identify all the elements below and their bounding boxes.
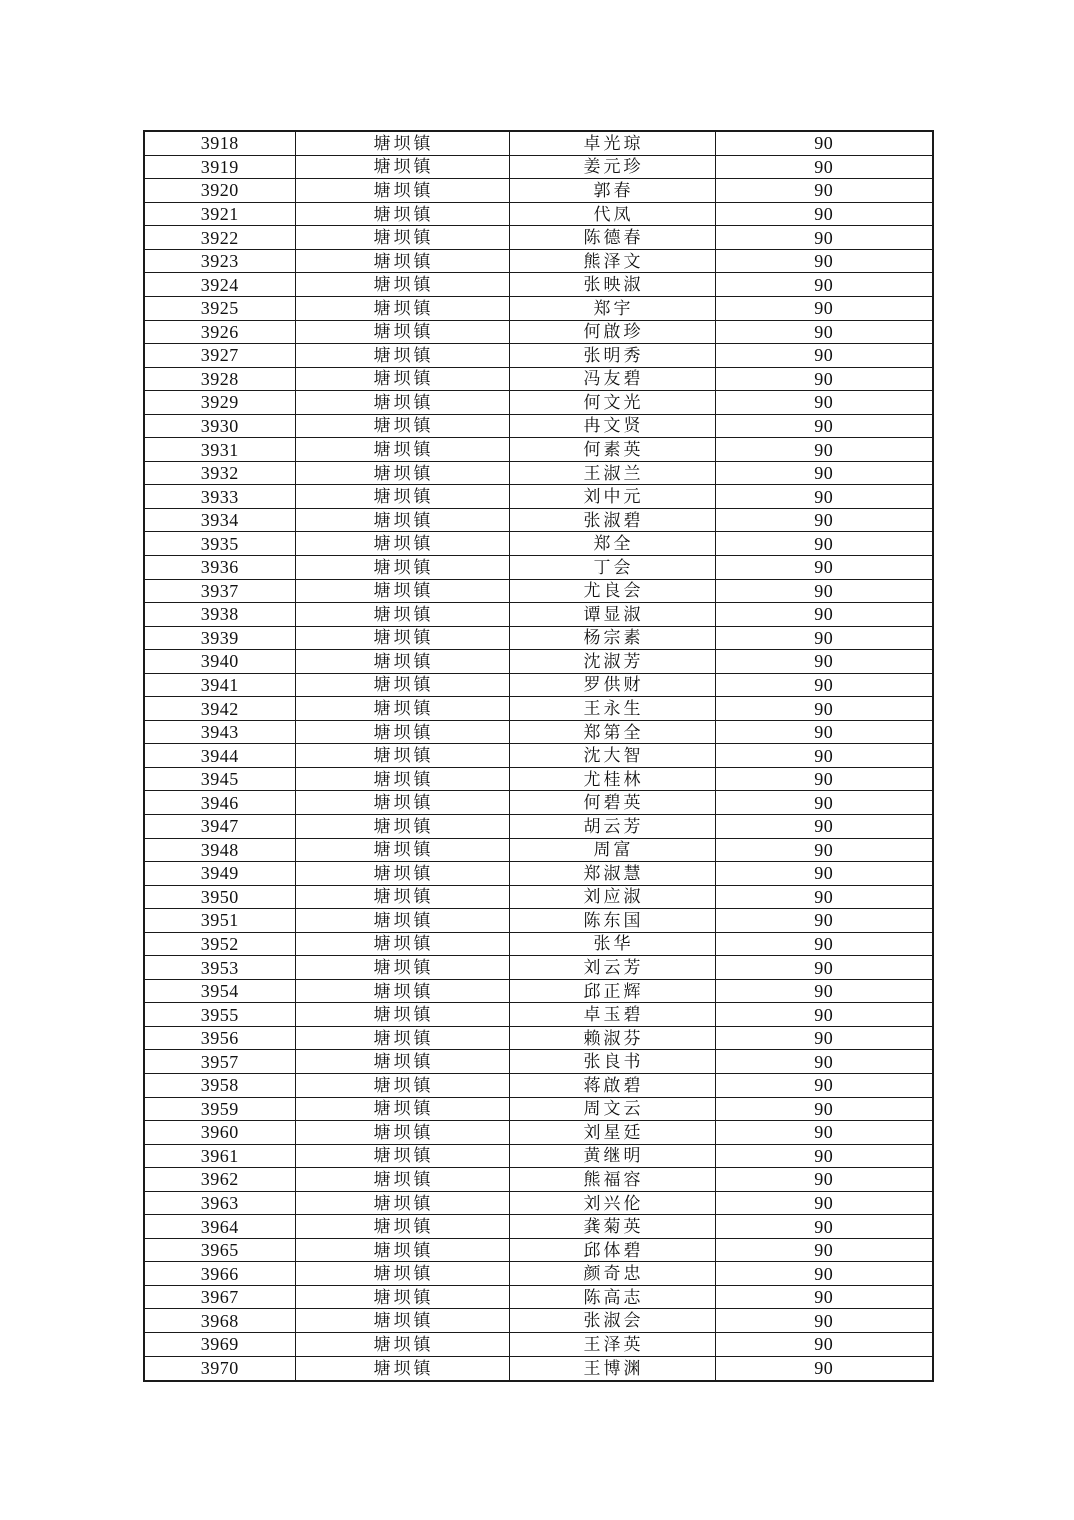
score-cell: 90 xyxy=(715,603,933,627)
serial-cell: 3967 xyxy=(144,1285,295,1309)
name-cell: 张映淑 xyxy=(509,273,715,297)
town-cell: 塘坝镇 xyxy=(295,650,509,674)
score-cell: 90 xyxy=(715,767,933,791)
name-cell: 张良书 xyxy=(509,1050,715,1074)
name-cell: 王永生 xyxy=(509,697,715,721)
table-row xyxy=(144,1191,933,1215)
name-cell: 刘中元 xyxy=(509,485,715,509)
serial-cell: 3947 xyxy=(144,814,295,838)
town-cell: 塘坝镇 xyxy=(295,1285,509,1309)
score-cell: 90 xyxy=(715,1168,933,1192)
score-cell: 90 xyxy=(715,697,933,721)
serial-cell: 3952 xyxy=(144,932,295,956)
score-cell: 90 xyxy=(715,979,933,1003)
town-cell: 塘坝镇 xyxy=(295,885,509,909)
score-cell: 90 xyxy=(715,838,933,862)
name-cell: 代凤 xyxy=(509,202,715,226)
serial-cell: 3922 xyxy=(144,226,295,250)
name-cell: 黄继明 xyxy=(509,1144,715,1168)
serial-cell: 3943 xyxy=(144,720,295,744)
serial-cell: 3946 xyxy=(144,791,295,815)
town-cell: 塘坝镇 xyxy=(295,838,509,862)
table-row xyxy=(144,1003,933,1027)
town-cell: 塘坝镇 xyxy=(295,273,509,297)
name-cell: 王博渊 xyxy=(509,1356,715,1381)
town-cell: 塘坝镇 xyxy=(295,720,509,744)
table-row xyxy=(144,296,933,320)
name-cell: 何素英 xyxy=(509,438,715,462)
score-cell: 90 xyxy=(715,885,933,909)
serial-cell: 3919 xyxy=(144,155,295,179)
score-cell: 90 xyxy=(715,956,933,980)
town-cell: 塘坝镇 xyxy=(295,1144,509,1168)
name-cell: 郭春 xyxy=(509,179,715,203)
town-cell: 塘坝镇 xyxy=(295,414,509,438)
serial-cell: 3944 xyxy=(144,744,295,768)
score-cell: 90 xyxy=(715,226,933,250)
table-row xyxy=(144,885,933,909)
table-row xyxy=(144,720,933,744)
table-row xyxy=(144,1285,933,1309)
town-cell: 塘坝镇 xyxy=(295,1003,509,1027)
table-row xyxy=(144,1333,933,1357)
town-cell: 塘坝镇 xyxy=(295,1097,509,1121)
serial-cell: 3918 xyxy=(144,131,295,155)
town-cell: 塘坝镇 xyxy=(295,1333,509,1357)
table-row xyxy=(144,438,933,462)
table-row xyxy=(144,650,933,674)
town-cell: 塘坝镇 xyxy=(295,1309,509,1333)
serial-cell: 3948 xyxy=(144,838,295,862)
serial-cell: 3957 xyxy=(144,1050,295,1074)
score-cell: 90 xyxy=(715,414,933,438)
town-cell: 塘坝镇 xyxy=(295,744,509,768)
serial-cell: 3963 xyxy=(144,1191,295,1215)
town-cell: 塘坝镇 xyxy=(295,1262,509,1286)
score-cell: 90 xyxy=(715,1333,933,1357)
table-row xyxy=(144,814,933,838)
serial-cell: 3960 xyxy=(144,1121,295,1145)
score-cell: 90 xyxy=(715,720,933,744)
name-cell: 冉文贤 xyxy=(509,414,715,438)
name-cell: 张淑会 xyxy=(509,1309,715,1333)
serial-cell: 3949 xyxy=(144,862,295,886)
name-cell: 郑第全 xyxy=(509,720,715,744)
name-cell: 胡云芳 xyxy=(509,814,715,838)
table-row xyxy=(144,485,933,509)
serial-cell: 3964 xyxy=(144,1215,295,1239)
name-cell: 杨宗素 xyxy=(509,626,715,650)
table-row xyxy=(144,532,933,556)
town-cell: 塘坝镇 xyxy=(295,391,509,415)
table-row xyxy=(144,791,933,815)
town-cell: 塘坝镇 xyxy=(295,1191,509,1215)
table-row xyxy=(144,603,933,627)
score-cell: 90 xyxy=(715,367,933,391)
table-row xyxy=(144,956,933,980)
serial-cell: 3940 xyxy=(144,650,295,674)
name-cell: 张明秀 xyxy=(509,344,715,368)
town-cell: 塘坝镇 xyxy=(295,909,509,933)
table-row xyxy=(144,626,933,650)
score-cell: 90 xyxy=(715,650,933,674)
serial-cell: 3962 xyxy=(144,1168,295,1192)
serial-cell: 3969 xyxy=(144,1333,295,1357)
table-body xyxy=(144,131,933,1381)
serial-cell: 3924 xyxy=(144,273,295,297)
town-cell: 塘坝镇 xyxy=(295,1026,509,1050)
score-cell: 90 xyxy=(715,249,933,273)
table-row xyxy=(144,767,933,791)
score-cell: 90 xyxy=(715,1262,933,1286)
score-cell: 90 xyxy=(715,344,933,368)
town-cell: 塘坝镇 xyxy=(295,461,509,485)
serial-cell: 3953 xyxy=(144,956,295,980)
score-cell: 90 xyxy=(715,1026,933,1050)
town-cell: 塘坝镇 xyxy=(295,249,509,273)
table-row xyxy=(144,344,933,368)
name-cell: 郑淑慧 xyxy=(509,862,715,886)
name-cell: 卓光琼 xyxy=(509,131,715,155)
name-cell: 刘星廷 xyxy=(509,1121,715,1145)
town-cell: 塘坝镇 xyxy=(295,532,509,556)
score-cell: 90 xyxy=(715,1309,933,1333)
serial-cell: 3954 xyxy=(144,979,295,1003)
town-cell: 塘坝镇 xyxy=(295,767,509,791)
table-row xyxy=(144,414,933,438)
name-cell: 丁会 xyxy=(509,555,715,579)
score-cell: 90 xyxy=(715,532,933,556)
serial-cell: 3958 xyxy=(144,1074,295,1098)
table-row xyxy=(144,1356,933,1381)
serial-cell: 3961 xyxy=(144,1144,295,1168)
serial-cell: 3966 xyxy=(144,1262,295,1286)
name-cell: 熊泽文 xyxy=(509,249,715,273)
table-row xyxy=(144,249,933,273)
serial-cell: 3935 xyxy=(144,532,295,556)
table-row xyxy=(144,697,933,721)
table-row xyxy=(144,1238,933,1262)
table-row xyxy=(144,862,933,886)
serial-cell: 3941 xyxy=(144,673,295,697)
serial-cell: 3939 xyxy=(144,626,295,650)
table-row xyxy=(144,744,933,768)
score-cell: 90 xyxy=(715,932,933,956)
name-cell: 刘云芳 xyxy=(509,956,715,980)
table-row xyxy=(144,508,933,532)
town-cell: 塘坝镇 xyxy=(295,1050,509,1074)
serial-cell: 3956 xyxy=(144,1026,295,1050)
name-cell: 郑宇 xyxy=(509,296,715,320)
table-row xyxy=(144,179,933,203)
town-cell: 塘坝镇 xyxy=(295,131,509,155)
score-cell: 90 xyxy=(715,485,933,509)
town-cell: 塘坝镇 xyxy=(295,979,509,1003)
name-cell: 沈淑芳 xyxy=(509,650,715,674)
serial-cell: 3931 xyxy=(144,438,295,462)
town-cell: 塘坝镇 xyxy=(295,296,509,320)
serial-cell: 3959 xyxy=(144,1097,295,1121)
score-cell: 90 xyxy=(715,909,933,933)
town-cell: 塘坝镇 xyxy=(295,814,509,838)
score-cell: 90 xyxy=(715,1121,933,1145)
serial-cell: 3926 xyxy=(144,320,295,344)
score-cell: 90 xyxy=(715,579,933,603)
name-cell: 王泽英 xyxy=(509,1333,715,1357)
town-cell: 塘坝镇 xyxy=(295,344,509,368)
table-row xyxy=(144,226,933,250)
table-row xyxy=(144,461,933,485)
town-cell: 塘坝镇 xyxy=(295,485,509,509)
table-row xyxy=(144,202,933,226)
town-cell: 塘坝镇 xyxy=(295,1168,509,1192)
serial-cell: 3921 xyxy=(144,202,295,226)
table-row xyxy=(144,1121,933,1145)
table-row xyxy=(144,273,933,297)
table-row xyxy=(144,320,933,344)
score-cell: 90 xyxy=(715,1215,933,1239)
name-cell: 邱体碧 xyxy=(509,1238,715,1262)
score-table xyxy=(143,130,934,1382)
score-cell: 90 xyxy=(715,508,933,532)
serial-cell: 3950 xyxy=(144,885,295,909)
score-cell: 90 xyxy=(715,1356,933,1381)
score-cell: 90 xyxy=(715,202,933,226)
town-cell: 塘坝镇 xyxy=(295,179,509,203)
serial-cell: 3937 xyxy=(144,579,295,603)
town-cell: 塘坝镇 xyxy=(295,1121,509,1145)
name-cell: 张华 xyxy=(509,932,715,956)
table-row xyxy=(144,1262,933,1286)
town-cell: 塘坝镇 xyxy=(295,320,509,344)
town-cell: 塘坝镇 xyxy=(295,367,509,391)
table-row xyxy=(144,1144,933,1168)
name-cell: 冯友碧 xyxy=(509,367,715,391)
serial-cell: 3955 xyxy=(144,1003,295,1027)
score-cell: 90 xyxy=(715,814,933,838)
table-row xyxy=(144,1026,933,1050)
town-cell: 塘坝镇 xyxy=(295,579,509,603)
score-cell: 90 xyxy=(715,791,933,815)
serial-cell: 3928 xyxy=(144,367,295,391)
town-cell: 塘坝镇 xyxy=(295,697,509,721)
name-cell: 王淑兰 xyxy=(509,461,715,485)
name-cell: 尤良会 xyxy=(509,579,715,603)
serial-cell: 3968 xyxy=(144,1309,295,1333)
serial-cell: 3942 xyxy=(144,697,295,721)
town-cell: 塘坝镇 xyxy=(295,603,509,627)
score-cell: 90 xyxy=(715,1050,933,1074)
name-cell: 刘兴伦 xyxy=(509,1191,715,1215)
name-cell: 何文光 xyxy=(509,391,715,415)
table-row xyxy=(144,1074,933,1098)
table-row xyxy=(144,1050,933,1074)
score-cell: 90 xyxy=(715,862,933,886)
table-row xyxy=(144,909,933,933)
name-cell: 陈东国 xyxy=(509,909,715,933)
score-cell: 90 xyxy=(715,1238,933,1262)
table-row xyxy=(144,131,933,155)
town-cell: 塘坝镇 xyxy=(295,1238,509,1262)
table-row xyxy=(144,155,933,179)
name-cell: 尤桂林 xyxy=(509,767,715,791)
serial-cell: 3923 xyxy=(144,249,295,273)
score-cell: 90 xyxy=(715,438,933,462)
name-cell: 罗供财 xyxy=(509,673,715,697)
serial-cell: 3933 xyxy=(144,485,295,509)
name-cell: 何啟珍 xyxy=(509,320,715,344)
serial-cell: 3938 xyxy=(144,603,295,627)
serial-cell: 3927 xyxy=(144,344,295,368)
table-row xyxy=(144,979,933,1003)
serial-cell: 3920 xyxy=(144,179,295,203)
name-cell: 龚菊英 xyxy=(509,1215,715,1239)
table-row xyxy=(144,673,933,697)
score-cell: 90 xyxy=(715,179,933,203)
score-cell: 90 xyxy=(715,131,933,155)
name-cell: 刘应淑 xyxy=(509,885,715,909)
score-cell: 90 xyxy=(715,626,933,650)
town-cell: 塘坝镇 xyxy=(295,508,509,532)
name-cell: 卓玉碧 xyxy=(509,1003,715,1027)
town-cell: 塘坝镇 xyxy=(295,438,509,462)
score-cell: 90 xyxy=(715,1144,933,1168)
score-cell: 90 xyxy=(715,1074,933,1098)
serial-cell: 3930 xyxy=(144,414,295,438)
serial-cell: 3932 xyxy=(144,461,295,485)
table-row xyxy=(144,1309,933,1333)
score-cell: 90 xyxy=(715,673,933,697)
town-cell: 塘坝镇 xyxy=(295,555,509,579)
serial-cell: 3929 xyxy=(144,391,295,415)
town-cell: 塘坝镇 xyxy=(295,862,509,886)
name-cell: 蒋啟碧 xyxy=(509,1074,715,1098)
table-row xyxy=(144,1168,933,1192)
score-cell: 90 xyxy=(715,273,933,297)
name-cell: 陈高志 xyxy=(509,1285,715,1309)
town-cell: 塘坝镇 xyxy=(295,226,509,250)
town-cell: 塘坝镇 xyxy=(295,626,509,650)
town-cell: 塘坝镇 xyxy=(295,791,509,815)
town-cell: 塘坝镇 xyxy=(295,673,509,697)
table-row xyxy=(144,555,933,579)
table-row xyxy=(144,579,933,603)
score-cell: 90 xyxy=(715,1285,933,1309)
name-cell: 周文云 xyxy=(509,1097,715,1121)
name-cell: 郑全 xyxy=(509,532,715,556)
score-cell: 90 xyxy=(715,461,933,485)
town-cell: 塘坝镇 xyxy=(295,1074,509,1098)
town-cell: 塘坝镇 xyxy=(295,1215,509,1239)
name-cell: 熊福容 xyxy=(509,1168,715,1192)
score-cell: 90 xyxy=(715,1191,933,1215)
town-cell: 塘坝镇 xyxy=(295,956,509,980)
serial-cell: 3925 xyxy=(144,296,295,320)
table-row xyxy=(144,1097,933,1121)
serial-cell: 3934 xyxy=(144,508,295,532)
name-cell: 姜元珍 xyxy=(509,155,715,179)
score-cell: 90 xyxy=(715,155,933,179)
town-cell: 塘坝镇 xyxy=(295,932,509,956)
name-cell: 谭显淑 xyxy=(509,603,715,627)
score-cell: 90 xyxy=(715,296,933,320)
name-cell: 颜奇忠 xyxy=(509,1262,715,1286)
score-cell: 90 xyxy=(715,320,933,344)
score-cell: 90 xyxy=(715,555,933,579)
score-cell: 90 xyxy=(715,744,933,768)
serial-cell: 3951 xyxy=(144,909,295,933)
table-row xyxy=(144,391,933,415)
town-cell: 塘坝镇 xyxy=(295,1356,509,1381)
table-row xyxy=(144,1215,933,1239)
score-cell: 90 xyxy=(715,1003,933,1027)
serial-cell: 3945 xyxy=(144,767,295,791)
serial-cell: 3965 xyxy=(144,1238,295,1262)
name-cell: 张淑碧 xyxy=(509,508,715,532)
town-cell: 塘坝镇 xyxy=(295,202,509,226)
score-cell: 90 xyxy=(715,1097,933,1121)
town-cell: 塘坝镇 xyxy=(295,155,509,179)
name-cell: 陈德春 xyxy=(509,226,715,250)
table-row xyxy=(144,367,933,391)
name-cell: 赖淑芬 xyxy=(509,1026,715,1050)
serial-cell: 3936 xyxy=(144,555,295,579)
name-cell: 周富 xyxy=(509,838,715,862)
serial-cell: 3970 xyxy=(144,1356,295,1381)
name-cell: 何碧英 xyxy=(509,791,715,815)
score-cell: 90 xyxy=(715,391,933,415)
name-cell: 邱正辉 xyxy=(509,979,715,1003)
name-cell: 沈大智 xyxy=(509,744,715,768)
table-row xyxy=(144,932,933,956)
table-row xyxy=(144,838,933,862)
